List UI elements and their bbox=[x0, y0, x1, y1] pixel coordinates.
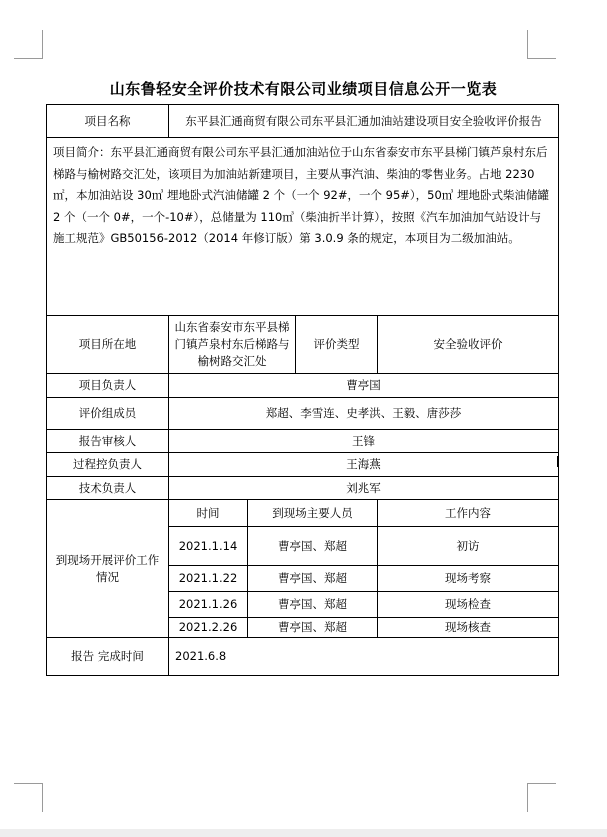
page-corner-mark-bottom-left bbox=[14, 783, 43, 812]
tech-lead-label: 技术负责人 bbox=[47, 477, 169, 500]
site-visit-work: 现场考察 bbox=[378, 566, 559, 592]
project-lead-value: 曹亭国 bbox=[169, 374, 559, 398]
project-info-table bbox=[46, 104, 559, 676]
reviewer-label: 报告审核人 bbox=[47, 430, 169, 453]
project-name-label: 项目名称 bbox=[47, 105, 169, 138]
location-label: 项目所在地 bbox=[47, 316, 169, 374]
site-time-header: 时间 bbox=[169, 500, 248, 527]
site-visit-work: 现场核查 bbox=[378, 618, 559, 638]
site-visit-people: 曹亭国、郑超 bbox=[248, 618, 378, 638]
site-visit-people: 曹亭国、郑超 bbox=[248, 527, 378, 566]
eval-type-value: 安全验收评价 bbox=[378, 316, 559, 374]
site-visit-header-row bbox=[47, 500, 559, 527]
site-people-header: 到现场主要人员 bbox=[248, 500, 378, 527]
page-bottom-bar bbox=[0, 829, 607, 837]
process-control-label: 过程控负责人 bbox=[47, 453, 169, 477]
reviewer-value: 王锋 bbox=[169, 430, 559, 453]
project-name-value: 东平县汇通商贸有限公司东平县汇通加油站建设项目安全验收评价报告 bbox=[169, 105, 559, 138]
page-corner-mark-top-left bbox=[14, 30, 43, 59]
site-visit-date: 2021.1.22 bbox=[169, 566, 248, 592]
team-row bbox=[47, 398, 559, 430]
process-control-value: 王海燕 bbox=[169, 453, 559, 477]
completion-label: 报告 完成时间 bbox=[47, 638, 169, 676]
team-label: 评价组成员 bbox=[47, 398, 169, 430]
site-visit-people: 曹亭国、郑超 bbox=[248, 566, 378, 592]
site-visit-label: 到现场开展评价工作情况 bbox=[47, 500, 169, 638]
page-corner-mark-bottom-right bbox=[527, 783, 556, 812]
location-row bbox=[47, 316, 559, 374]
tech-lead-row bbox=[47, 477, 559, 500]
text-cursor bbox=[557, 456, 559, 467]
site-visit-people: 曹亭国、郑超 bbox=[248, 592, 378, 618]
project-lead-label: 项目负责人 bbox=[47, 374, 169, 398]
reviewer-row bbox=[47, 430, 559, 453]
location-value: 山东省泰安市东平县梯门镇芦泉村东后梯路与榆树路交汇处 bbox=[169, 316, 296, 374]
document-title: 山东鲁轻安全评价技术有限公司业绩项目信息公开一览表 bbox=[109, 80, 498, 98]
site-visit-work: 现场检查 bbox=[378, 592, 559, 618]
eval-type-label: 评价类型 bbox=[296, 316, 378, 374]
project-intro-row bbox=[47, 138, 559, 316]
project-lead-row bbox=[47, 374, 559, 398]
tech-lead-value: 刘兆军 bbox=[169, 477, 559, 500]
completion-row bbox=[47, 638, 559, 676]
page-corner-mark-top-right bbox=[527, 30, 556, 59]
site-visit-date: 2021.1.14 bbox=[169, 527, 248, 566]
site-work-header: 工作内容 bbox=[378, 500, 559, 527]
site-visit-date: 2021.2.26 bbox=[169, 618, 248, 638]
team-value: 郑超、李雪连、史孝洪、王毅、唐莎莎 bbox=[169, 398, 559, 430]
completion-value: 2021.6.8 bbox=[169, 638, 559, 676]
project-name-row bbox=[47, 105, 559, 138]
site-visit-date: 2021.1.26 bbox=[169, 592, 248, 618]
process-control-row bbox=[47, 453, 559, 477]
project-intro: 项目简介：东平县汇通商贸有限公司东平县汇通加油站位于山东省泰安市东平县梯门镇芦泉村东后梯路与榆树路交汇处，该项目为加油站新建项目，主要从事汽油、柴油的零售业务。占地 2230㎡，本加油站设 30㎥ 埋地卧式汽油储罐 2 个（一个 92#，一个 95#），50㎥ 埋地卧式柴油储罐 2 个（一个 0#，一个-10#），总储量为 110㎥（柴油折半计算），按照《汽车加油加气站设计与施工规范》GB50156-2012（2014 年修订版）第 3.0.9 条的规定，本项目为二级加油站。 bbox=[47, 138, 559, 316]
site-visit-work: 初访 bbox=[378, 527, 559, 566]
